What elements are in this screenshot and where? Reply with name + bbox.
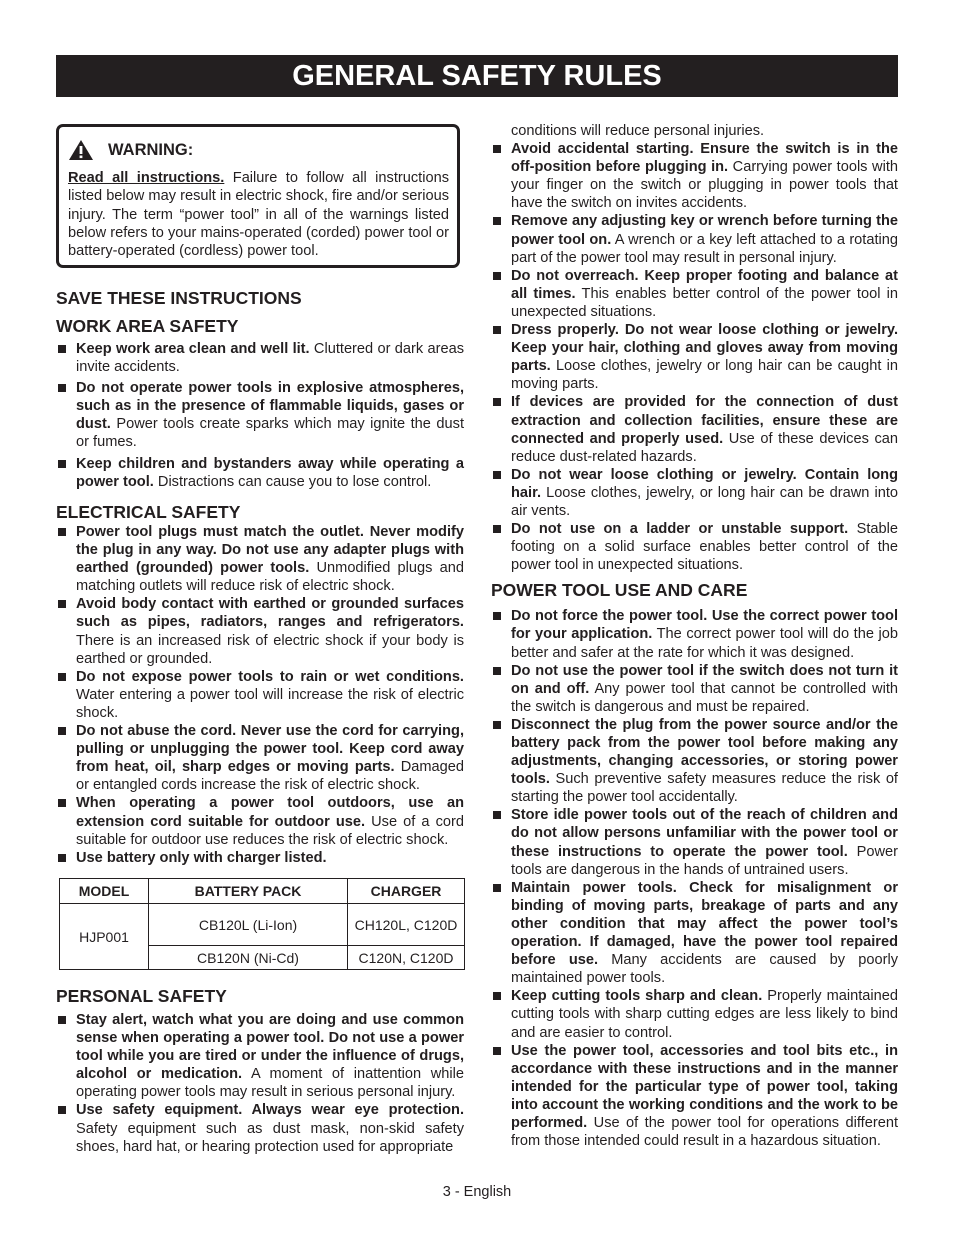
warning-body: Failure to follow all instructions listed below may result in electric shock, fire and/or serious injury. The term “power tool” in all of the warnings listed below refers to your mains-operated (corded) power tool or battery-operated (cordless) power tool. — [68, 170, 449, 260]
warning-header — [68, 139, 449, 161]
list-item-bold: Do not overreach. Keep proper footing and balance at all times. — [511, 267, 898, 302]
list-item-text: Many accidents are caused by poorly maintained power tools. — [511, 952, 899, 987]
list-item — [491, 607, 898, 661]
list-item-text: Use of these devices can reduce dust-related hazards. — [511, 430, 898, 465]
power-tool-list — [491, 607, 898, 1150]
list-item-bold: Remove any adjusting key or wrench before turning the power tool on. — [511, 213, 898, 248]
list-item-text: This enables better control of the power tool in unexpected situations. — [511, 285, 898, 320]
table-header: BATTERY PACK — [149, 879, 348, 904]
table-cell-charger: C120N, C120D — [348, 946, 465, 970]
personal-section — [56, 1011, 464, 1156]
right-column — [491, 122, 898, 1150]
list-item-text: Properly maintained cutting tools with sharp cutting edges are less likely to bind and are easier to control. — [511, 988, 898, 1041]
work-area-section — [56, 340, 464, 491]
power-tool-heading: POWER TOOL USE AND CARE — [491, 580, 748, 601]
list-item-bold: Do not use the power tool if the switch does not turn it on and off. — [511, 662, 898, 697]
list-item — [491, 140, 898, 212]
table-cell-battery: CB120N (Ni-Cd) — [149, 946, 348, 970]
list-item-bold: Avoid body contact with earthed or grounded surfaces such as pipes, radiators, ranges and refrigerators. — [76, 596, 464, 631]
list-item-bold: Do not operate power tools in explosive atmospheres, such as in the presence of flammable liquids, gases or dust. — [76, 380, 464, 433]
list-item — [491, 393, 898, 465]
list-item-bold: When operating a power tool outdoors, use an extension cord suitable for outdoor use. — [76, 795, 464, 830]
list-item — [56, 1011, 464, 1101]
list-item-text: Use of a cord suitable for outdoor use reduces the risk of electric shock. — [76, 813, 465, 848]
list-item-bold: Keep work area clean and well lit. — [76, 341, 310, 357]
list-item-text: Stable footing on a solid surface enables better control of the power tool in unexpected situations. — [511, 521, 899, 574]
list-item — [491, 1042, 898, 1151]
list-item — [491, 520, 898, 574]
list-item-bold: Keep children and bystanders away while operating a power tool. — [76, 455, 464, 490]
personal-list — [56, 1011, 464, 1156]
list-item-text: Such preventive safety measures reduce the risk of starting the power tool accidentally. — [511, 771, 898, 806]
personal-list-continued — [491, 140, 898, 574]
list-item-bold: Use battery only with charger listed. — [76, 849, 327, 866]
table-cell-model: HJP001 — [60, 904, 149, 970]
table-cell-charger: CH120L, C120D — [348, 904, 465, 946]
list-item-bold: Use safety equipment. Always wear eye protection. — [76, 1102, 464, 1119]
list-item-text: Safety equipment such as dust mask, non-skid safety shoes, hard hat, or hearing protection used for appropriate — [76, 1120, 464, 1155]
warning-lead: Read all instructions. — [68, 170, 225, 186]
table-header: CHARGER — [348, 879, 465, 904]
list-item-bold: Do not expose power tools to rain or wet conditions. — [76, 668, 464, 685]
electrical-list — [56, 523, 464, 867]
list-item — [491, 466, 898, 520]
list-item — [56, 794, 464, 848]
list-item-text: Use of the power tool for operations different from those intended could result in a hazardous situation. — [511, 1114, 898, 1150]
save-instructions-heading: SAVE THESE INSTRUCTIONS — [56, 288, 302, 308]
list-item — [56, 523, 464, 595]
page-footer: 3 - English — [442, 1184, 512, 1200]
list-item-text: The correct power tool will do the job better and safer at the rate for which it was designed. — [511, 626, 898, 661]
work-area-list — [56, 340, 464, 491]
list-item — [491, 321, 898, 393]
list-item-bold: Do not force the power tool. Use the correct power tool for your application. — [511, 608, 898, 643]
list-item-bold: Dress properly. Do not wear loose clothing or jewelry. Keep your hair, clothing and gloves away from moving parts. — [511, 322, 898, 375]
list-item-text: A wrench or a key left attached to a rotating part of the power tool may result in personal injury. — [511, 231, 899, 266]
list-item-text: Distractions can cause you to lose control. — [153, 473, 432, 490]
electrical-heading: ELECTRICAL SAFETY — [56, 502, 241, 522]
list-item — [491, 987, 898, 1041]
list-item-bold: Do not wear loose clothing or jewelry. Contain long hair. — [511, 466, 898, 501]
list-item-bold: Do not use on a ladder or unstable support. — [511, 521, 849, 538]
list-item-text: Loose clothes, jewelry, or long hair can be drawn into air vents. — [511, 484, 898, 519]
list-item-bold: If devices are provided for the connection of dust extraction and collection facilities, ensure these are connected and properly used. — [511, 394, 898, 447]
list-item-bold: Avoid accidental starting. Ensure the switch is in the off-position before plugging in. — [511, 141, 898, 176]
list-item — [56, 340, 464, 376]
personal-continued: conditions will reduce personal injuries. — [511, 123, 765, 139]
list-item — [56, 595, 464, 667]
list-item-text: There is an increased risk of electric shock if your body is earthed or grounded. — [76, 632, 464, 667]
table-header: MODEL — [60, 879, 149, 904]
list-item-text: Power tools create sparks which may ignite the dust or fumes. — [76, 416, 464, 451]
list-item-bold: Do not abuse the cord. Never use the cord for carrying, pulling or unplugging the power tool. Keep cord away from heat, oil, sharp edges or moving parts. — [76, 723, 464, 776]
list-item-text: Cluttered or dark areas invite accidents. — [76, 341, 465, 376]
list-item — [491, 806, 898, 878]
list-item-text: Water entering a power tool will increase the risk of electric shock. — [76, 686, 464, 721]
warning-label: WARNING: — [108, 140, 194, 159]
list-item-text: Unmodified plugs and matching outlets will reduce risk of electric shock. — [76, 560, 464, 595]
list-item — [491, 879, 898, 988]
list-item — [491, 716, 898, 806]
list-item-bold: Use the power tool, accessories and tool bits etc., in accordance with these instructions and in the manner intended for the particular type of power tool, taking into account the working conditions and the work to be performed. — [511, 1042, 898, 1131]
warning-triangle-icon — [68, 139, 94, 161]
list-item-text: A moment of inattention while operating power tools may result in serious personal injury. — [76, 1066, 464, 1101]
list-item-bold: Store idle power tools out of the reach of children and do not allow persons unfamiliar with the power tool or these instructions to operate the power tool. — [511, 807, 898, 860]
list-item-bold: Keep cutting tools sharp and clean. — [511, 988, 763, 1005]
list-item-bold: Power tool plugs must match the outlet. Never modify the plug in any way. Do not use any adapter plugs with earthed (grounded) power tools. — [76, 524, 464, 577]
work-area-heading: WORK AREA SAFETY — [56, 316, 239, 336]
list-item — [56, 455, 464, 491]
list-item-text: Damaged or entangled cords increase the risk of electric shock. — [76, 759, 464, 794]
personal-heading: PERSONAL SAFETY — [56, 986, 227, 1006]
list-item — [56, 849, 464, 867]
table-cell-battery: CB120L (Li-Ion) — [149, 904, 348, 946]
warning-box — [56, 124, 460, 268]
list-item-text: Power tools are dangerous in the hands of untrained users. — [511, 843, 898, 878]
list-item — [56, 668, 464, 722]
list-item — [491, 267, 898, 321]
list-item-bold: Maintain power tools. Check for misalignment or binding of moving parts, breakage of parts and any other condition that may affect the power tool’s operation. If damaged, have the power tool repaired before use. — [511, 879, 898, 969]
list-item-bold: Stay alert, watch what you are doing and use common sense when operating a power tool. Do not use a power tool while you are tired or under the influence of drugs, alcohol or medication. — [76, 1012, 464, 1083]
list-item-text: Loose clothes, jewelry or long hair can be caught in moving parts. — [511, 358, 898, 393]
page-title: GENERAL SAFETY RULES — [56, 55, 898, 97]
electrical-section — [56, 523, 464, 867]
battery-charger-table — [59, 878, 465, 970]
list-item — [56, 722, 464, 794]
list-item — [491, 212, 898, 266]
list-item-text: Any power tool that cannot be controlled with the switch is dangerous and must be repaired. — [511, 680, 898, 715]
list-item-bold: Disconnect the plug from the power source and/or the battery pack from the power tool before making any adjustments, changing accessories, or storing power tools. — [511, 716, 898, 788]
list-item — [491, 662, 898, 716]
list-item — [56, 1101, 464, 1155]
list-item — [56, 379, 464, 451]
list-item-text: Carrying power tools with your finger on the switch or plugging in power tools that have the switch on invites accidents. — [511, 159, 898, 212]
warning-text — [68, 169, 449, 260]
